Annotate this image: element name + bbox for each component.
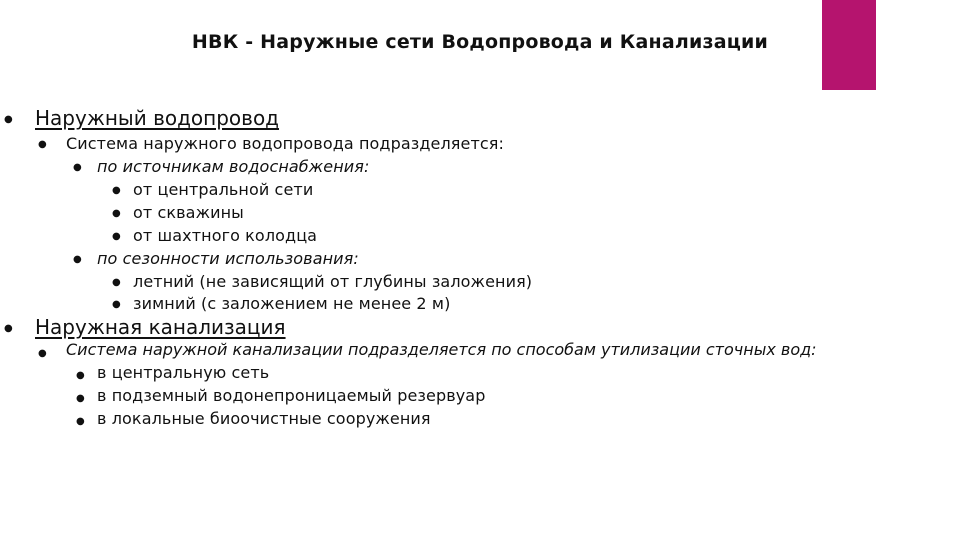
group-label-seasonality: по сезонности использования:	[97, 249, 359, 268]
sewerage-intro: Система наружной канализации подразделяется по способам утилизации сточных вод:	[66, 340, 817, 359]
bullet-icon: ●	[76, 416, 85, 427]
list-item: от скважины	[133, 203, 244, 222]
bullet-icon: ●	[73, 254, 82, 265]
list-item: зимний (с заложением не менее 2 м)	[133, 294, 451, 313]
section-heading-water-supply: Наружный водопровод	[35, 106, 280, 130]
list-item: в локальные биоочистные сооружения	[97, 409, 431, 428]
bullet-icon: ●	[76, 393, 85, 404]
list-item: летний (не зависящий от глубины заложения)	[133, 272, 533, 291]
bullet-icon: ●	[38, 139, 47, 150]
bullet-icon: ●	[112, 231, 121, 242]
water-supply-intro: Система наружного водопровода подразделяется:	[66, 134, 504, 153]
bullet-icon: ●	[38, 348, 47, 359]
bullet-icon: ●	[112, 299, 121, 310]
section-heading-sewerage: Наружная канализация	[35, 315, 286, 339]
bullet-icon: ●	[112, 185, 121, 196]
bullet-icon: ●	[73, 162, 82, 173]
bullet-icon: ●	[4, 114, 13, 125]
bullet-icon: ●	[112, 208, 121, 219]
bullet-icon: ●	[112, 277, 121, 288]
bullet-icon: ●	[4, 323, 13, 334]
bullet-icon: ●	[76, 370, 85, 381]
slide-title: НВК - Наружные сети Водопровода и Канализации	[191, 31, 769, 53]
list-item: в подземный водонепроницаемый резервуар	[97, 386, 486, 405]
group-label-sources: по источникам водоснабжения:	[97, 157, 370, 176]
list-item: в центральную сеть	[97, 363, 270, 382]
list-item: от шахтного колодца	[133, 226, 318, 245]
list-item: от центральной сети	[133, 180, 314, 199]
